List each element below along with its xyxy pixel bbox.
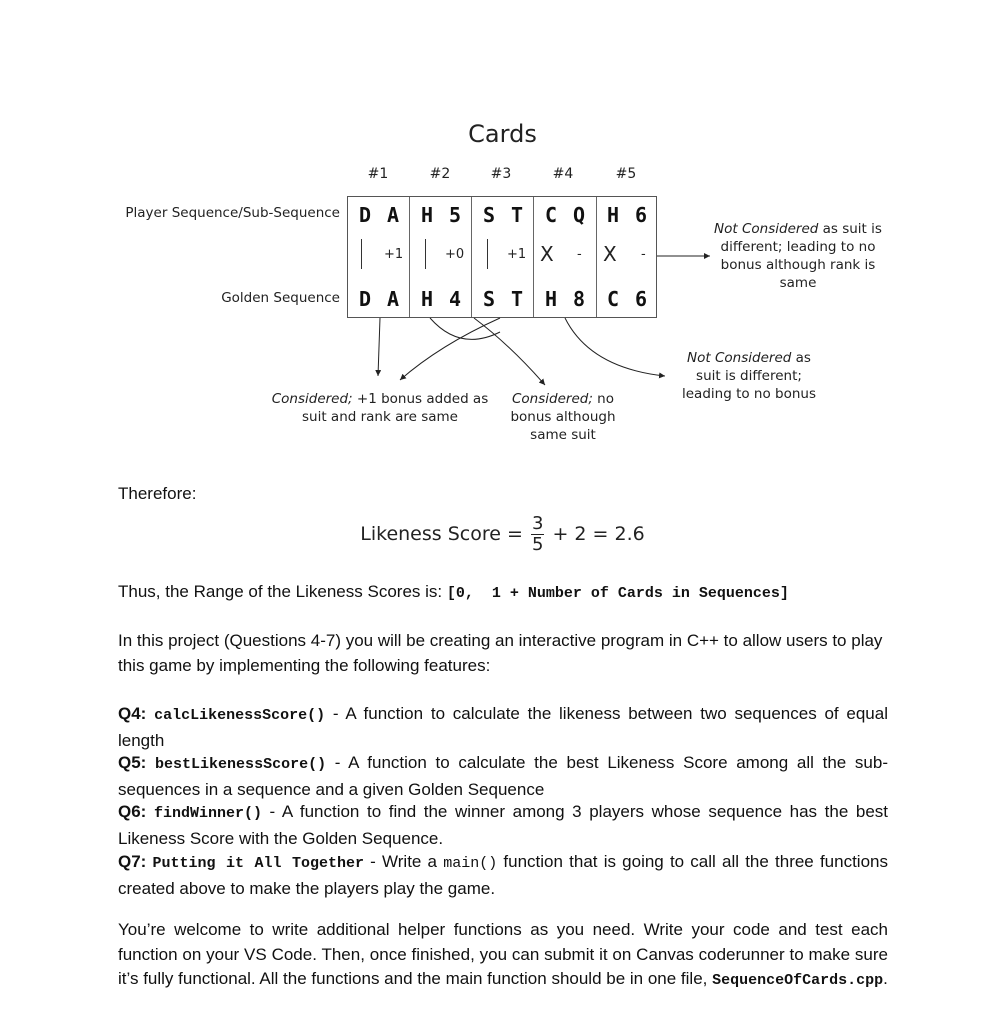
bonus-5: - [641, 247, 646, 262]
closing-text: You’re welcome to write additional helper functions as you need. Write your code and test each function on your VS Code. Then, once finished, you can submit it on Canvas coderunner to make sure it’s fully functional. All the functions and the main function should be in one file, [118, 920, 888, 988]
range-prefix: Thus, the Range of the Likeness Scores is: [118, 582, 447, 601]
golden-card-3-suit: S [482, 287, 496, 311]
player-card-2-rank: 5 [448, 203, 462, 227]
note-right-bottom: Not Considered as suit is different; leading to no bonus [682, 350, 816, 402]
q6-text: - A function to find the winner among 3 players whose sequence has the best Likeness Score with the Golden Sequence. [118, 802, 888, 848]
golden-card-3-rank: T [510, 287, 524, 311]
player-card-1-suit: D [358, 203, 372, 227]
golden-card-5-suit: C [606, 287, 620, 311]
intro-paragraph: In this project (Questions 4-7) you will be creating an interactive program in C++ to allow users to play this game by implementing the following features: [118, 631, 883, 675]
player-card-3-suit: S [482, 203, 496, 227]
player-card-4-suit: C [544, 203, 558, 227]
formula-rest: + 2 = 2.6 [552, 523, 645, 545]
formula-denominator: 5 [531, 534, 544, 555]
q4-code: calcLikenessScore() [154, 707, 326, 724]
arrow-mid-down [474, 318, 545, 385]
closing-filename: SequenceOfCards.cpp [712, 972, 884, 989]
note-right-top: Not Considered as suit is different; leading to no bonus although rank is same [714, 221, 882, 291]
player-card-5-suit: H [606, 203, 620, 227]
col-number-1: #1 [367, 166, 389, 182]
note-left-bottom: Considered; +1 bonus added as suit and rank are same [271, 391, 489, 425]
player-card-4-rank: Q [572, 203, 586, 227]
range-line [118, 580, 888, 607]
q7-text-b: function that is going to call all the three functions created above to make the players play the game. [118, 852, 888, 898]
row-label-player: Player Sequence/Sub-Sequence [125, 205, 340, 221]
formula-numerator: 3 [531, 513, 544, 534]
question-q4 [118, 702, 888, 753]
col-number-5: #5 [615, 166, 637, 182]
q5-label: Q5: [118, 753, 147, 772]
formula-equals: = [506, 523, 523, 545]
q7-text-a: - Write a [363, 852, 444, 871]
note-mid-bottom: Considered; no bonus although same suit [510, 391, 616, 443]
cards-figure [0, 0, 1005, 470]
q7-code-main: main() [443, 855, 498, 872]
q7-label: Q7: [118, 852, 147, 871]
formula-lhs: Likeness Score [360, 523, 501, 545]
bonus-2: +0 [445, 247, 465, 262]
q5-text: - A function to calculate the best Likeness Score among all the sub-sequences in a sequence and a given Golden Sequence [118, 753, 888, 799]
question-q7 [118, 850, 888, 901]
closing-paragraph [118, 918, 888, 994]
q4-label: Q4: [118, 704, 147, 723]
golden-card-2-suit: H [420, 287, 434, 311]
arrow-right-bottom [565, 318, 665, 376]
therefore-label: Therefore: [118, 484, 197, 503]
col-number-2: #2 [429, 166, 451, 182]
golden-card-1-rank: A [386, 287, 400, 311]
closing-end: . [883, 969, 888, 988]
likeness-formula [0, 514, 1005, 555]
figure-title: Cards [468, 120, 537, 148]
q4-text: - A function to calculate the likeness between two sequences of equal length [118, 704, 888, 750]
bonus-4: - [577, 247, 582, 262]
formula-fraction [531, 514, 544, 555]
row-label-golden: Golden Sequence [221, 290, 340, 306]
arrow-left-down [378, 318, 380, 376]
col-number-3: #3 [490, 166, 512, 182]
player-card-2-suit: H [420, 203, 434, 227]
arrow-cross-b [400, 318, 500, 380]
q6-code: findWinner() [153, 805, 262, 822]
x-mark-5: X [603, 242, 617, 266]
range-code: [0, 1 + Number of Cards in Sequences] [446, 585, 789, 602]
bonus-1: +1 [384, 247, 404, 262]
col-number-4: #4 [552, 166, 574, 182]
q7-code: Putting it All Together [152, 855, 364, 872]
golden-card-1-suit: D [358, 287, 372, 311]
player-card-1-rank: A [386, 203, 400, 227]
golden-card-2-rank: 4 [448, 287, 462, 311]
question-q6 [118, 800, 888, 851]
player-card-5-rank: 6 [634, 203, 648, 227]
q6-label: Q6: [118, 802, 147, 821]
question-q5 [118, 751, 888, 802]
player-card-3-rank: T [510, 203, 524, 227]
golden-card-4-rank: 8 [572, 287, 586, 311]
golden-card-4-suit: H [544, 287, 558, 311]
arrow-cross-a [430, 318, 500, 339]
bonus-3: +1 [507, 247, 527, 262]
golden-card-5-rank: 6 [634, 287, 648, 311]
x-mark-4: X [540, 242, 554, 266]
q5-code: bestLikenessScore() [155, 756, 327, 773]
